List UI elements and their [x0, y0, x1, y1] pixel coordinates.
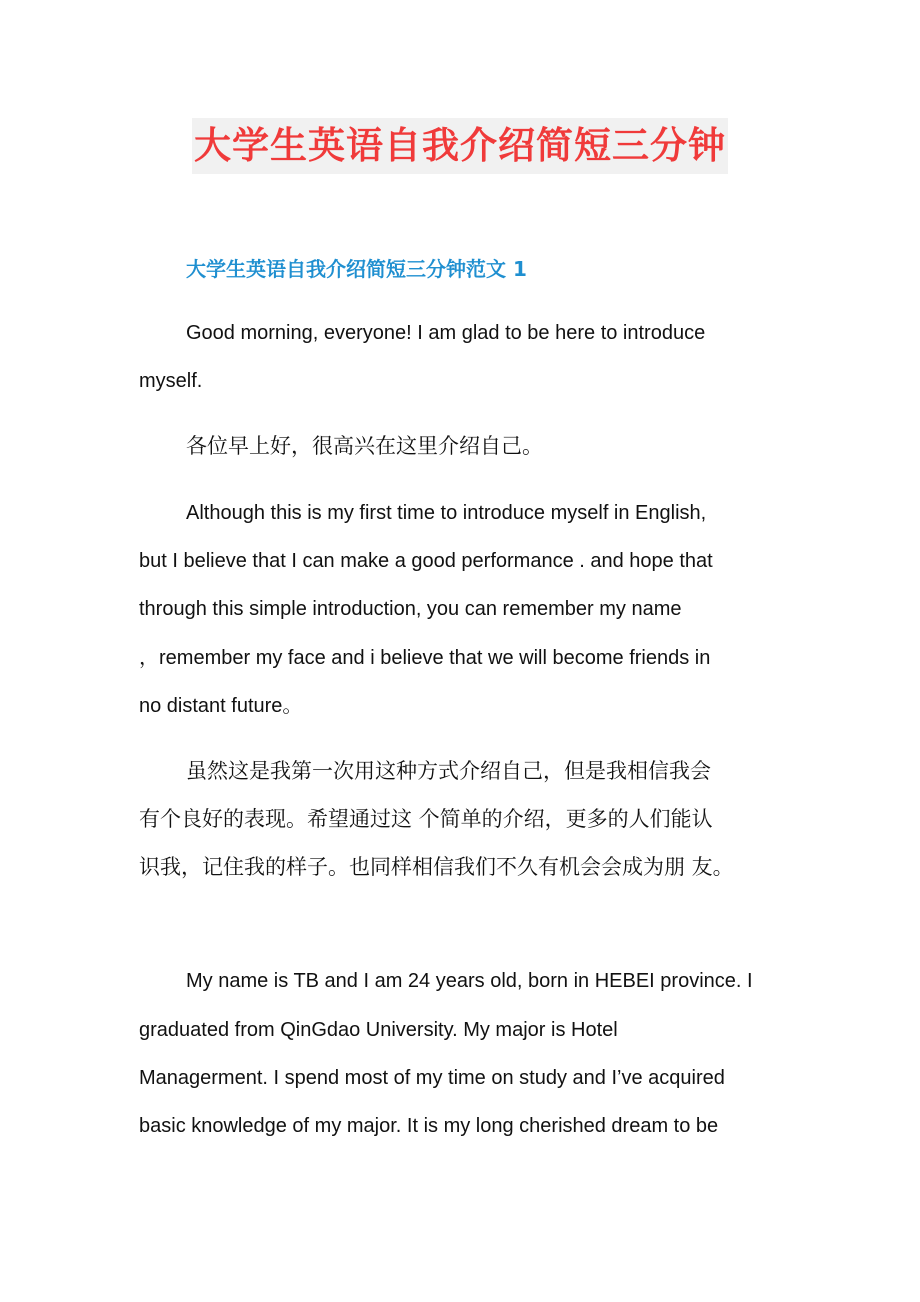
paragraph-line: through this simple introduction, you can remember my name — [139, 598, 682, 620]
paragraph-line: no distant future。 — [139, 695, 303, 717]
paragraph-line: 有个良好的表现。希望通过这 个简单的介绍，更多的人们能认 — [139, 807, 713, 831]
paragraph-line: Managerment. I spend most of my time on study and I’ve acquired — [139, 1067, 725, 1089]
paragraph-line: Although this is my first time to introduce myself in English, — [186, 502, 707, 524]
paragraph-line: myself. — [139, 370, 203, 392]
paragraph-line: graduated from QinGdao University. My major is Hotel — [139, 1019, 618, 1041]
paragraph-line: My name is TB and I am 24 years old, born in HEBEI province. I — [186, 970, 753, 992]
paragraph-line: 识我，记住我的样子。也同样相信我们不久有机会会成为朋 友。 — [139, 855, 734, 879]
paragraph-line: basic knowledge of my major. It is my long cherished dream to be — [139, 1115, 719, 1137]
paragraph-line: Good morning, everyone! I am glad to be here to introduce — [186, 322, 706, 344]
paragraph-line: but I believe that I can make a good performance . and hope that — [139, 550, 713, 572]
title-container — [0, 118, 920, 174]
paragraph-line: 虽然这是我第一次用这种方式介绍自己，但是我相信我会 — [186, 759, 711, 783]
paragraph-line: ，remember my face and i believe that we will become friends in — [139, 647, 711, 669]
paragraph-line: 各位早上好，很高兴在这里介绍自己。 — [186, 434, 543, 458]
section-heading: 大学生英语自我介绍简短三分钟范文 1 — [186, 257, 527, 281]
document-title: 大学生英语自我介绍简短三分钟 — [192, 118, 728, 174]
